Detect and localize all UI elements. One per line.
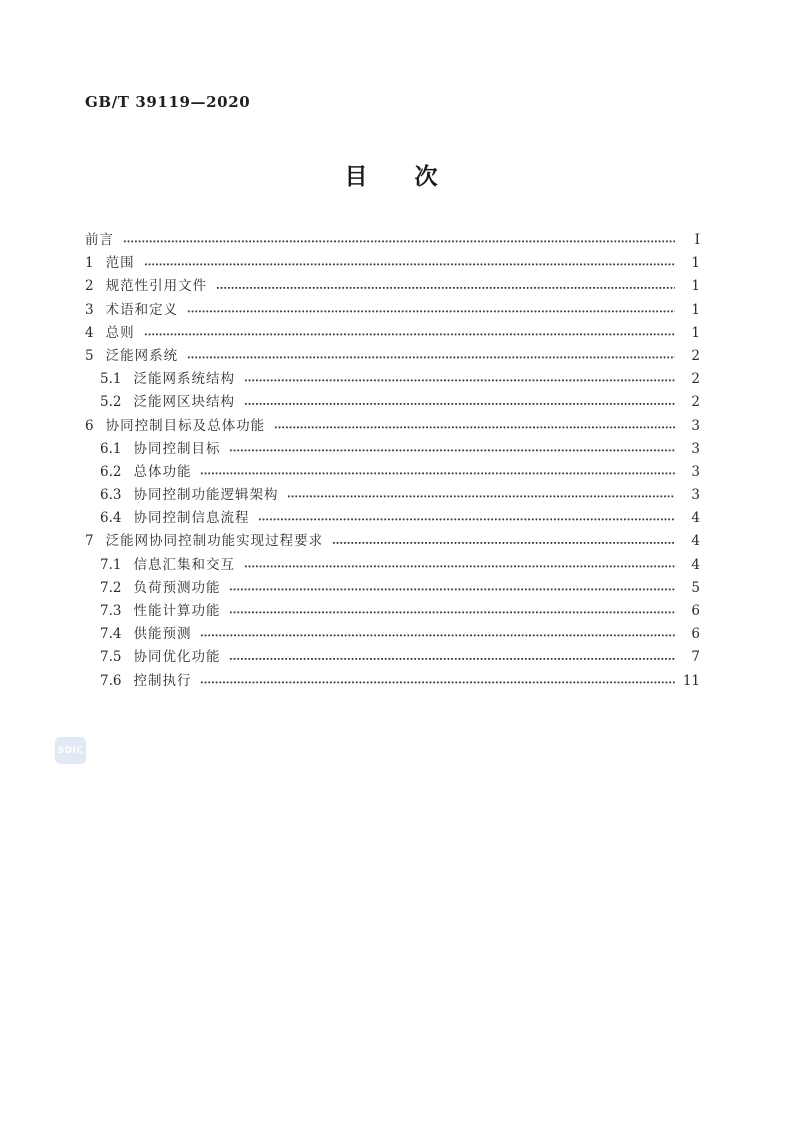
toc-entry-number: 1: [85, 255, 94, 272]
dot-leader: [144, 252, 675, 275]
dot-leader: [229, 646, 675, 669]
toc-entry-title: 性能计算功能: [133, 603, 221, 619]
toc-entry-number: 5: [85, 347, 94, 364]
standard-code: GB/T 39119—2020: [85, 93, 251, 111]
toc-entry-page: Ⅰ: [694, 232, 700, 248]
toc-entry-page: 7: [691, 649, 700, 666]
toc-entry-page: 3: [691, 463, 700, 480]
dot-leader: [258, 507, 675, 530]
toc-entry-title: 协同控制目标及总体功能: [105, 417, 266, 434]
toc-entry-number: 7.5: [100, 649, 122, 666]
toc-entry: [85, 391, 700, 414]
toc-entry-title: 信息汇集和交互: [133, 556, 235, 573]
toc-entry-title: 规范性引用文件: [105, 278, 208, 295]
toc-entry: [85, 600, 700, 623]
toc-entry-title: 控制执行: [133, 672, 192, 689]
toc-entry-title: 术语和定义: [105, 301, 179, 318]
toc-entry-page: 1: [691, 324, 700, 341]
dot-leader: [244, 391, 675, 414]
toc-entry: [85, 322, 700, 345]
toc-entry-title: 范围: [105, 255, 135, 272]
toc-entry-title: 泛能网协同控制功能实现过程要求: [105, 533, 324, 550]
toc-entry-page: 5: [691, 579, 700, 596]
toc-entry: [85, 623, 700, 646]
toc-entry-page: 11: [682, 672, 700, 689]
toc-entry: [85, 252, 700, 275]
toc-entry-page: 1: [691, 278, 700, 295]
dot-leader: [200, 670, 674, 693]
toc-entry-number: 7.6: [100, 672, 122, 689]
toc-entry-title: 负荷预测功能: [133, 579, 221, 596]
toc-entry-page: 3: [691, 487, 700, 504]
toc-title: 目 次: [344, 164, 450, 190]
dot-leader: [274, 415, 675, 438]
toc-entry-number: 6: [85, 417, 94, 434]
toc-entry: [85, 415, 700, 438]
toc-entry-page: 6: [691, 626, 700, 643]
toc-entry: [85, 577, 700, 600]
dot-leader: [200, 623, 675, 646]
dot-leader: [200, 461, 675, 484]
toc-entry-page: 3: [691, 440, 700, 457]
dot-leader: [144, 322, 675, 345]
toc-entry: [85, 484, 700, 507]
toc-entry-title: 协同控制信息流程: [133, 510, 250, 527]
toc-entry: [85, 299, 700, 322]
toc-entry-page: 1: [691, 255, 700, 272]
dot-leader: [187, 299, 675, 322]
toc-entry-number: 6.3: [100, 487, 122, 504]
toc-entry-title: 前言: [85, 232, 114, 248]
toc-entry: [85, 554, 700, 577]
toc-entry-page: 3: [691, 417, 700, 434]
toc-list: [85, 229, 700, 693]
toc-entry-page: 2: [691, 347, 700, 364]
toc-entry: [85, 368, 700, 391]
toc-entry-number: 6.4: [100, 510, 122, 527]
toc-entry-number: 4: [85, 324, 94, 341]
toc-entry-number: 5.2: [100, 394, 122, 411]
toc-entry-page: 4: [691, 533, 700, 550]
toc-entry-number: 7.4: [100, 626, 122, 643]
dot-leader: [229, 577, 675, 600]
toc-entry: [85, 530, 700, 553]
toc-entry-title: 供能预测: [133, 626, 192, 643]
toc-entry: [85, 646, 700, 669]
toc-entry-title: 总则: [105, 324, 135, 341]
dot-leader: [332, 530, 675, 553]
toc-entry: [85, 507, 700, 530]
toc-entry-title: 总体功能: [133, 463, 192, 480]
dot-leader: [229, 600, 675, 623]
toc-entry-title: 泛能网系统结构: [133, 371, 235, 388]
dot-leader: [187, 345, 675, 368]
toc-entry-title: 协同控制功能逻辑架构: [133, 487, 279, 504]
toc-entry-title: 泛能网系统: [105, 347, 179, 364]
toc-entry-page: 6: [691, 603, 700, 619]
toc-entry-number: 7.2: [100, 579, 122, 596]
toc-entry-page: 4: [691, 510, 700, 527]
toc-entry-title: 协同控制目标: [133, 440, 221, 457]
toc-entry: [85, 275, 700, 298]
toc-entry: [85, 229, 700, 252]
toc-entry-number: 7.1: [100, 556, 122, 573]
toc-entry: [85, 670, 700, 693]
publisher-watermark-logo: SDIC: [55, 737, 86, 764]
toc-entry: [85, 438, 700, 461]
toc-entry-number: 2: [85, 278, 94, 295]
toc-entry-page: 2: [691, 371, 700, 388]
toc-entry-page: 4: [691, 556, 700, 573]
toc-entry: [85, 461, 700, 484]
toc-entry: [85, 345, 700, 368]
dot-leader: [216, 275, 675, 298]
toc-entry-number: 6.2: [100, 463, 122, 480]
dot-leader: [287, 484, 675, 507]
toc-entry-number: 5.1: [100, 371, 122, 388]
toc-entry-title: 泛能网区块结构: [133, 394, 235, 411]
toc-entry-title: 协同优化功能: [133, 649, 221, 666]
toc-entry-page: 2: [691, 394, 700, 411]
dot-leader: [229, 438, 675, 461]
toc-entry-number: 7: [85, 533, 94, 550]
toc-entry-number: 6.1: [100, 440, 122, 457]
toc-entry-number: 3: [85, 301, 94, 318]
dot-leader: [244, 368, 675, 391]
toc-entry-number: 7.3: [100, 603, 122, 619]
dot-leader: [123, 229, 675, 252]
dot-leader: [244, 554, 675, 577]
toc-entry-page: 1: [691, 301, 700, 318]
